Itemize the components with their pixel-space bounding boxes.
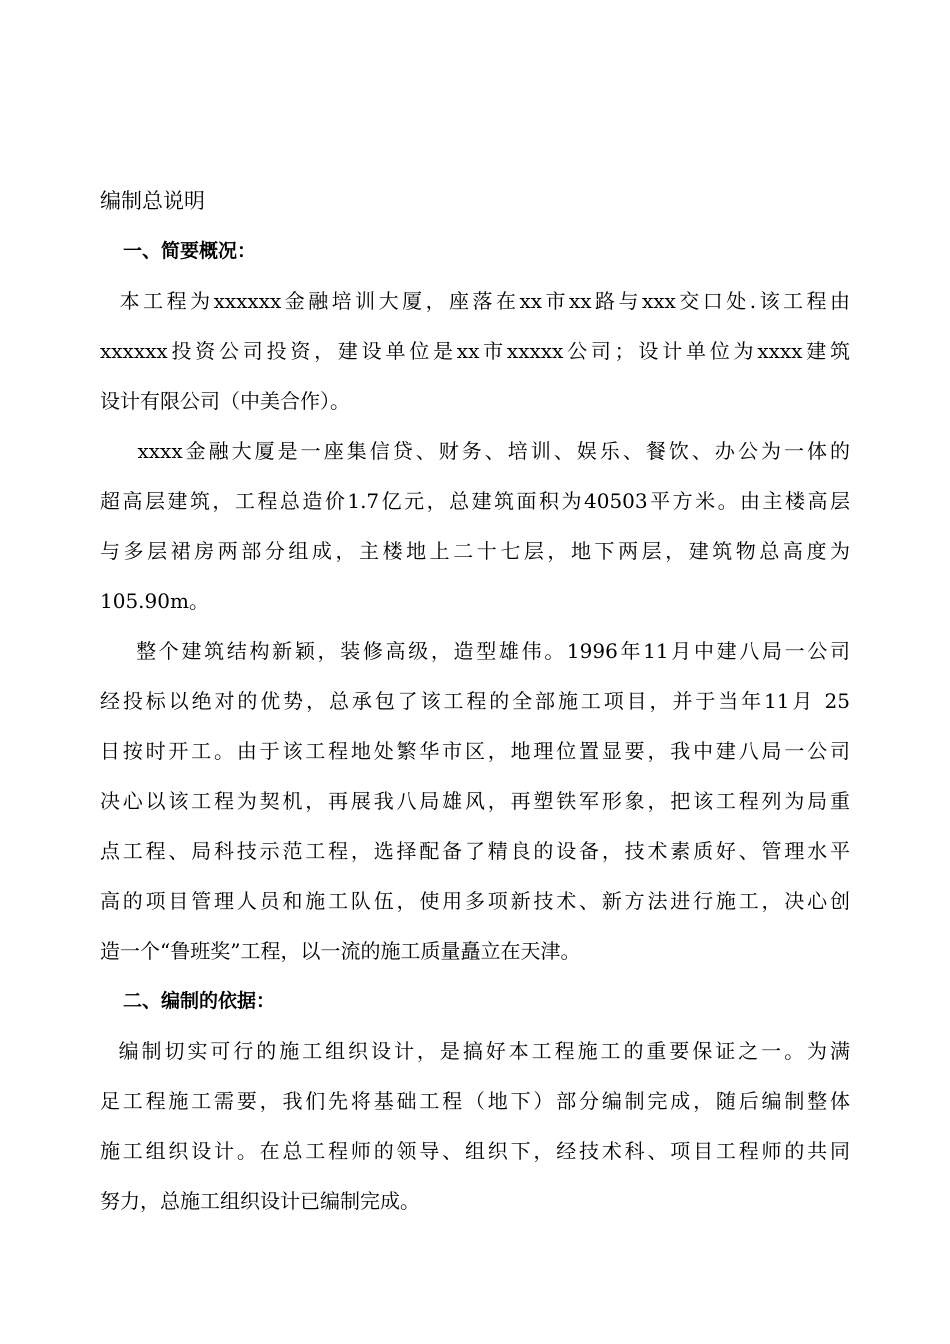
- paragraph-line: 日按时开工。由于该工程地处繁华市区，地理位置显要，我中建八局一公司: [100, 739, 850, 763]
- paragraph-line: xxxx金融大厦是一座集信贷、财务、培训、娱乐、餐饮、办公为一体的: [100, 439, 850, 463]
- paragraph-line: 超高层建筑，工程总造价1.7亿元，总建筑面积为40503平方米。由主楼高层: [100, 489, 850, 513]
- paragraph-line: 足工程施工需要，我们先将基础工程（地下）部分编制完成，随后编制整体: [100, 1089, 850, 1113]
- paragraph-line: 决心以该工程为契机，再展我八局雄风，再塑铁军形象，把该工程列为局重: [100, 789, 850, 813]
- paragraph-line: 努力，总施工组织设计已编制完成。: [100, 1189, 420, 1213]
- paragraph-line: 造一个“鲁班奖”工程，以一流的施工质量矗立在天津。: [100, 939, 581, 963]
- document-title: 编制总说明: [100, 189, 205, 213]
- paragraph-line: 整个建筑结构新颖，装修高级，造型雄伟。1996年11月中建八局一公司: [100, 639, 850, 663]
- paragraph-line: 与多层裙房两部分组成，主楼地上二十七层，地下两层，建筑物总高度为: [100, 539, 850, 563]
- paragraph-line: 105.90m。: [100, 589, 209, 613]
- paragraph-line: 点工程、局科技示范工程，选择配备了精良的设备，技术素质好、管理水平: [100, 839, 850, 863]
- paragraph-line: 设计有限公司（中美合作）。: [100, 389, 350, 413]
- paragraph-line: 编制切实可行的施工组织设计，是搞好本工程施工的重要保证之一。为满: [100, 1039, 850, 1063]
- paragraph-line: 本工程为xxxxxx金融培训大厦，座落在xx市xx路与xxx交口处.该工程由: [100, 289, 850, 313]
- paragraph-line: xxxxxx投资公司投资，建设单位是xx市xxxxx公司；设计单位为xxxx建筑: [100, 339, 850, 363]
- paragraph-line: 高的项目管理人员和施工队伍，使用多项新技术、新方法进行施工，决心创: [100, 889, 850, 913]
- paragraph-line: 经投标以绝对的优势，总承包了该工程的全部施工项目，并于当年11月 25: [100, 689, 850, 713]
- section-heading-basis: 二、编制的依据：: [123, 990, 276, 1012]
- section-heading-overview: 一、简要概况：: [123, 240, 257, 262]
- paragraph-line: 施工组织设计。在总工程师的领导、组织下，经技术科、项目工程师的共同: [100, 1139, 850, 1163]
